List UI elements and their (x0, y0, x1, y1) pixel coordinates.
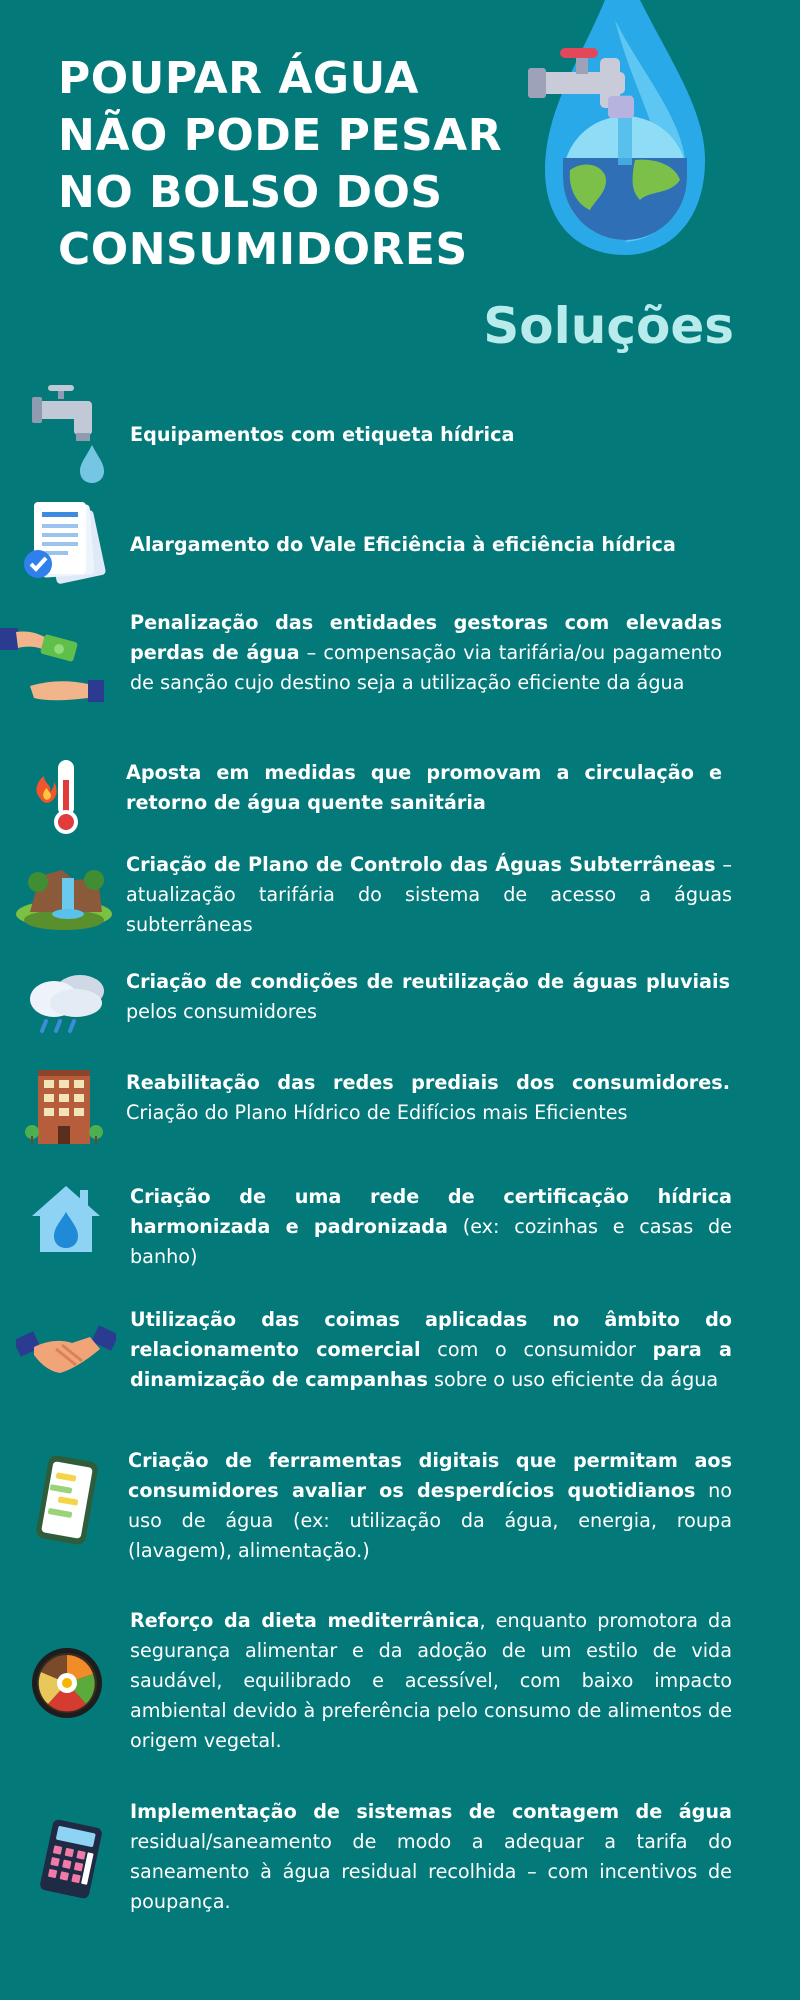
item-text-bold: Aposta em medidas que promovam a circulação e retorno de água quente sanitária (126, 761, 722, 814)
item-text-regular: (ex: cozinhas e casas de banho) (130, 1215, 732, 1268)
item-text (130, 1305, 732, 1395)
item-text-bold: Alargamento do Vale Eficiência à eficiência hídrica (130, 533, 676, 556)
item-text (126, 967, 730, 1027)
handshake-icon (16, 1315, 116, 1385)
smartphone-chat-icon (28, 1456, 104, 1546)
headline (58, 50, 518, 278)
item-text-regular: , enquanto promotora da segurança alimentar e da adoção de um estilo de vida saudável, equilibrado e acessível, com baixo impacto ambiental devido à preferência pelo consumo de alimentos de origem vegetal. (130, 1609, 732, 1752)
section-title: Soluções (483, 297, 734, 355)
water-drop-earth-faucet-icon (520, 0, 720, 265)
item-text (126, 850, 732, 940)
item-text (130, 1182, 732, 1272)
item-text-bold: Reabilitação das redes prediais dos consumidores. (126, 1071, 730, 1094)
item-text-bold: Criação de Plano de Controlo das Águas Subterrâneas (126, 853, 716, 876)
item-text (126, 758, 722, 818)
item-text-regular: residual/saneamento de modo a adequar a tarifa do saneamento à água residual recolhida – com incentivos de poupança. (130, 1830, 732, 1913)
item-text-bold: Criação de condições de reutilização de águas pluviais (126, 970, 730, 993)
item-text-regular: – compensação via tarifária/ou pagamento de sanção cujo destino seja a utilização eficiente da água (130, 641, 722, 694)
documents-check-icon (20, 500, 110, 595)
item-text-bold: Reforço da dieta mediterrânica (130, 1609, 480, 1632)
item-text-bold: Equipamentos com etiqueta hídrica (130, 423, 515, 446)
house-drop-icon (30, 1182, 102, 1254)
food-bowl-icon (30, 1646, 104, 1720)
item-text (126, 1068, 730, 1128)
item-text-bold: Utilização das coimas aplicadas no âmbito do relacionamento comercial (130, 1308, 732, 1361)
item-text-bold: para a dinamização de campanhas (130, 1338, 732, 1391)
item-text-bold: Criação de uma rede de certificação hídrica harmonizada e padronizada (130, 1185, 732, 1238)
item-text-regular: no uso de água (ex: utilização da água, energia, roupa (lavagem), alimentação.) (128, 1479, 732, 1562)
faucet-icon (30, 385, 110, 485)
item-text (130, 530, 750, 560)
item-text (128, 1446, 732, 1566)
hand-money-icon (0, 628, 110, 708)
item-text-regular: sobre o uso eficiente da água (427, 1368, 719, 1391)
item-text-regular: Criação do Plano Hídrico de Edifícios mais Eficientes (126, 1101, 628, 1124)
item-text (130, 1797, 732, 1917)
item-text (130, 1606, 732, 1756)
item-text (130, 608, 722, 698)
item-text-bold: Penalização das entidades gestoras com elevadas perdas de água (130, 611, 722, 664)
waterfall-island-icon (14, 862, 114, 932)
item-text-bold: Implementação de sistemas de contagem de água (130, 1800, 732, 1823)
headline-line: POUPAR ÁGUA (58, 53, 419, 104)
item-text-regular: pelos consumidores (126, 1000, 317, 1023)
headline-line: NO BOLSO DOS (58, 167, 443, 218)
item-text-bold: Criação de ferramentas digitais que permitam aos consumidores avaliar os desperdícios quotidianos (128, 1449, 732, 1502)
headline-line: CONSUMIDORES (58, 224, 468, 275)
calculator-icon (36, 1819, 106, 1899)
rain-cloud-icon (24, 969, 108, 1039)
headline-line: NÃO PODE PESAR (58, 110, 503, 161)
item-text-regular: com o consumidor (420, 1338, 653, 1361)
item-text-regular: – atualização tarifária do sistema de acesso a águas subterrâneas (126, 853, 732, 936)
item-text (130, 420, 730, 450)
building-icon (24, 1068, 104, 1148)
thermometer-flame-icon (30, 758, 90, 838)
